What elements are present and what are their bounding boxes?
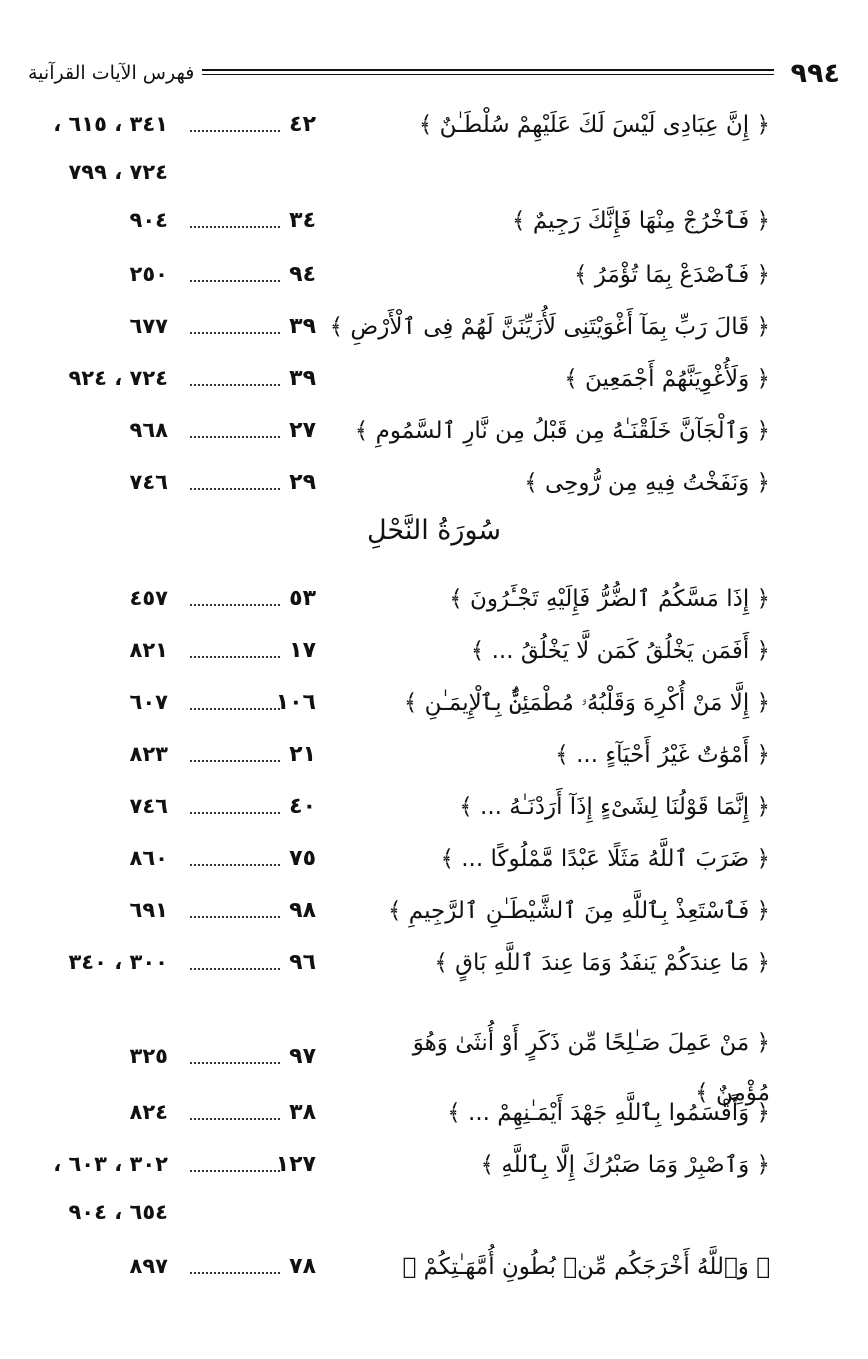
- ayah-number: ٩٨: [289, 898, 316, 923]
- dot-leader: [190, 384, 280, 386]
- page-number: ٩٩٤: [790, 58, 840, 89]
- verse-text: ﴿ إِلَّا مَنْ أُكْرِهَ وَقَلْبُهُۥ مُطْمَئِنٌّۢ بِٱلْإِيمَـٰنِ ﴾: [403, 690, 770, 716]
- verse-text: ﴿ فَٱصْدَعْ بِمَا تُؤْمَرُ ﴾: [574, 262, 770, 288]
- ayah-number: ١٧: [289, 638, 316, 663]
- verse-text: ﴿ فَٱخْرُجْ مِنْهَا فَإِنَّكَ رَجِيمٌ ﴾: [512, 208, 770, 234]
- page-references: ٧٢٤ ، ٩٢٤: [68, 366, 168, 390]
- verse-text: ﴿ وَأَقْسَمُوا بِٱللَّهِ جَهْدَ أَيْمَـٰنِهِمْ ... ﴾: [447, 1100, 770, 1126]
- dot-leader: [190, 864, 280, 866]
- index-entry: [0, 314, 868, 354]
- index-entry: [0, 1152, 868, 1192]
- page-references: ٧٤٦: [129, 470, 168, 494]
- verse-text: ﴿ إِنَّمَا قَوْلُنَا لِشَىْءٍ إِذَآ أَرَدْنَـٰهُ ... ﴾: [459, 794, 770, 820]
- ayah-number: ١٢٧: [275, 1152, 316, 1177]
- ayah-number: ٣٤: [289, 208, 316, 233]
- verse-text: ﴿ إِذَا مَسَّكُمُ ٱلضُّرُّ فَإِلَيْهِ تَجْـَٔرُونَ ﴾: [449, 586, 770, 612]
- page-references: ٤٥٧: [129, 586, 168, 610]
- ayah-number: ٣٩: [289, 314, 316, 339]
- ayah-number: ٤٢: [289, 112, 316, 137]
- ayah-number: ٢٧: [289, 418, 316, 443]
- ayah-number: ٢٩: [289, 470, 316, 495]
- index-entry: [0, 846, 868, 886]
- dot-leader: [190, 812, 280, 814]
- verse-text: ﴿ فَٱسْتَعِذْ بِٱللَّهِ مِنَ ٱلشَّيْطَـٰنِ ٱلرَّجِيمِ ﴾: [387, 898, 770, 924]
- page-references-continued: ٦٥٤ ، ٩٠٤: [68, 1200, 168, 1224]
- page-references-continued: ٧٢٤ ، ٧٩٩: [68, 160, 168, 184]
- dot-leader: [190, 332, 280, 334]
- dot-leader: [190, 760, 280, 762]
- dot-leader: [190, 280, 280, 282]
- verse-text: ﴿ أَمْوَٰتٌ غَيْرُ أَحْيَآءٍ ... ﴾: [555, 742, 770, 768]
- page-references: ٧٤٦: [129, 794, 168, 818]
- dot-leader: [190, 226, 280, 228]
- index-entry: [0, 208, 868, 248]
- dot-leader: [190, 708, 280, 710]
- dot-leader: [190, 130, 280, 132]
- ayah-number: ٧٥: [289, 846, 316, 871]
- index-entry: [0, 898, 868, 938]
- running-title: فهرس الآيات القرآنية: [28, 62, 195, 84]
- index-entry: [0, 366, 868, 406]
- index-entry: [0, 690, 868, 730]
- dot-leader: [190, 1170, 280, 1172]
- ayah-number: ١٠٦: [275, 690, 316, 715]
- verse-text: ﴿ إِنَّ عِبَادِى لَيْسَ لَكَ عَلَيْهِمْ سُلْطَـٰنٌ ﴾: [418, 112, 770, 138]
- ayah-number: ٩٧: [289, 1044, 316, 1069]
- ayah-number: ٤٠: [289, 794, 316, 819]
- verse-text: ﴿ وَلَأُغْوِيَنَّهُمْ أَجْمَعِينَ ﴾: [564, 366, 770, 392]
- verse-text: ﴿ وَٱلْجَآنَّ خَلَقْنَـٰهُ مِن قَبْلُ مِن نَّارِ ٱلسَّمُومِ ﴾: [354, 418, 770, 444]
- verse-text: ﴿ وَٱللَّهُ أَخْرَجَكُم مِّنۢ بُطُونِ أُمَّهَـٰتِكُمْ ﴾: [402, 1254, 770, 1280]
- page-references: ٣٢٥: [129, 1044, 168, 1068]
- page-references: ٦٧٧: [129, 314, 168, 338]
- page-references: ٣٠٠ ، ٣٤٠: [68, 950, 168, 974]
- verse-text: ﴿ قَالَ رَبِّ بِمَآ أَغْوَيْتَنِى لَأُزَيِّنَنَّ لَهُمْ فِى ٱلْأَرْضِ ﴾: [329, 314, 770, 340]
- page-references: ٣٠٢ ، ٦٠٣ ،: [53, 1152, 168, 1176]
- index-entry: [0, 262, 868, 302]
- index-entry: [0, 638, 868, 678]
- page-header: [28, 58, 840, 94]
- dot-leader: [190, 656, 280, 658]
- dot-leader: [190, 604, 280, 606]
- dot-leader: [190, 436, 280, 438]
- verse-text: ﴿ أَفَمَن يَخْلُقُ كَمَن لَّا يَخْلُقُ ... ﴾: [470, 638, 770, 664]
- index-entry: [0, 1030, 868, 1106]
- index-entry: [0, 112, 868, 152]
- page-references: ٣٤١ ، ٦١٥ ،: [53, 112, 168, 136]
- verse-text: ﴿ وَٱصْبِرْ وَمَا صَبْرُكَ إِلَّا بِٱللَّهِ ﴾: [480, 1152, 770, 1178]
- page-references: ٨٩٧: [129, 1254, 168, 1278]
- verse-text: ﴿ مَا عِندَكُمْ يَنفَدُ وَمَا عِندَ ٱللَّهِ بَاقٍ ﴾: [434, 950, 770, 976]
- ayah-number: ٩٦: [289, 950, 316, 975]
- page-references: ٨٢١: [129, 638, 168, 662]
- page-references: ٩٦٨: [129, 418, 168, 442]
- index-entry: [0, 470, 868, 510]
- index-entry: [0, 1254, 868, 1294]
- ayah-number: ٣٨: [289, 1100, 316, 1125]
- dot-leader: [190, 916, 280, 918]
- dot-leader: [190, 1062, 280, 1064]
- page-references: ٦٠٧: [129, 690, 168, 714]
- page-references: ٨٢٤: [129, 1100, 168, 1124]
- header-rule: [202, 69, 774, 75]
- dot-leader: [190, 1272, 280, 1274]
- dot-leader: [190, 488, 280, 490]
- page-references: ٩٠٤: [129, 208, 168, 232]
- verse-text: ﴿ مَنْ عَمِلَ صَـٰلِحًا مِّن ذَكَرٍ أَوْ أُنثَىٰ وَهُوَ مُؤْمِنٌ ﴾: [412, 1030, 770, 1106]
- ayah-number: ٣٩: [289, 366, 316, 391]
- dot-leader: [190, 968, 280, 970]
- index-entry: [0, 794, 868, 834]
- index-entry: [0, 742, 868, 782]
- verse-text: ﴿ وَنَفَخْتُ فِيهِ مِن رُّوحِى ﴾: [524, 470, 770, 496]
- page-references: ٨٦٠: [129, 846, 168, 870]
- index-entry: [0, 586, 868, 626]
- ayah-number: ٩٤: [289, 262, 316, 287]
- ayah-number: ٧٨: [289, 1254, 316, 1279]
- index-entry: [0, 950, 868, 990]
- page-references: ٦٩١: [129, 898, 168, 922]
- verse-text: ﴿ ضَرَبَ ٱللَّهُ مَثَلًا عَبْدًا مَّمْلُوكًا ... ﴾: [440, 846, 770, 872]
- index-entry: [0, 418, 868, 458]
- ayah-number: ٢١: [289, 742, 316, 767]
- sura-heading: سُورَةُ النَّحْلِ: [366, 515, 502, 546]
- page-references: ٨٢٣: [129, 742, 168, 766]
- page-references: ٢٥٠: [129, 262, 168, 286]
- dot-leader: [190, 1118, 280, 1120]
- index-entry: [0, 1100, 868, 1140]
- ayah-number: ٥٣: [289, 586, 316, 611]
